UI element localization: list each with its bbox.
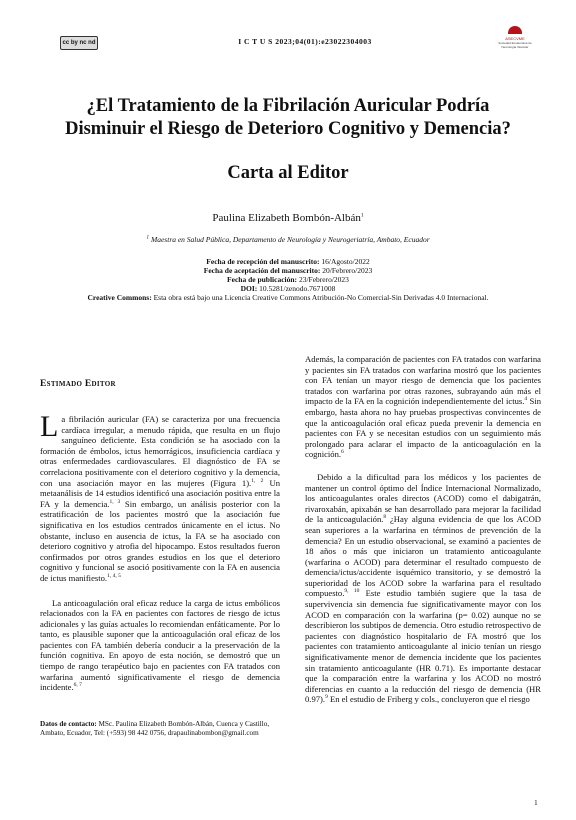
left-column bbox=[40, 410, 281, 693]
journal-header: I C T U S 2023;04(01):e23022304003 bbox=[238, 37, 372, 46]
affiliation bbox=[40, 235, 536, 244]
author-name: Paulina Elizabeth Bombón-Albán bbox=[212, 212, 361, 224]
meta-received: Fecha de recepción del manuscrito: 16/Agosto/2022 bbox=[206, 257, 370, 266]
paragraph: La fibrilación auricular (FA) se caracteriza por una frecuencia cardíaca irregular, a menudo rápida, que resulta en un flujo sanguíneo deficiente. Esta condición se ha asociado con la formación de émbolos, ictus hemorrágicos, insuficiencia cardíaca y otras enfermedades cardiovasculares. El diagnóstico de FA se correlaciona positivamente con el deterioro cognitivo y la demencia, con una asociación mayor en las mujeres (Figura 1).$^{1, 2}$ Un metaanálisis de 14 estudios identificó una asociación positiva entre la FA y la demencia.$^{1, 3}$ Sin embargo, un análisis posterior con la estratificación de los pacientes mostró que la asociación fue significativa en los estudios centrados únicamente en el ictus. No obstante, incluso en ausencia de ictus, la FA se ha asociado con deterioro cognitivo y atrofia del hipocampo. Estos resultados fueron confirmados por otros grandes estudios en los que el deterioro cognitivo y funcional se asoció positivamente con la FA en ausencia de ictus manifiesto.$^{1, 4, 5}$ bbox=[40, 410, 281, 583]
title-line-1: ¿El Tratamiento de la Fibrilación Auricular Podría bbox=[86, 96, 490, 116]
meta-license: Creative Commons: Esta obra está bajo una Licencia Creative Commons Atribución-No Comercial-Sin Derivadas 4.0 Internacional. bbox=[87, 293, 489, 302]
logo-text: ASECVME bbox=[505, 36, 525, 41]
affiliation-sup: 1 bbox=[146, 234, 150, 241]
paragraph: Debido a la dificultad para los médicos y los pacientes de mantener un control óptimo del Índice Internacional Normalizado, los anticoagulantes orales directos (ACOD) como el dabigatrán, rivaroxabán, apixabán se han desarrollado para mejorar la facilidad de la anticoagulación.$^8$ ¿Hay alguna evidencia de que los ACOD sean superiores a la warfarina en términos de prevención de la demencia? En un estudio observacional, se examinó a pacientes de 18 años o más que iniciaron un tratamiento anticoagulante (warfarina o ACOD) para determinar el resultado compuesto de demencia/ictus/accidente isquémico transitorio, y se demostró la superioridad de los ACOD sobre la warfarina para el resultado compuesto.$^{9, 10}$ Este estudio también sugiere que la tasa de supervivencia sin demencia fue significativamente mayor con los ACOD en comparación con la warfarina (p= 0.02) aunque no se describieron los subtipos de demencia. Otro estudio retrospectivo de pacientes con diagnóstico hospitalario de FA mostró que los pacientes con tratamiento anticoagulante al inicio tenían un riesgo significativamente menor de demencia incidente que los pacientes sin tratamiento anticoagulante (HR 0.71). Es importante destacar que la comparación entre la warfarina y los ACOD no mostró diferencias en cuanto a la reducción del riesgo de demencia (HR 0.97).$^9$ En el estudio de Friberg y cols., concluyeron que el riesgo bbox=[305, 471, 542, 705]
section-heading: Estimado Editor bbox=[40, 379, 116, 389]
right-column bbox=[305, 354, 541, 705]
contact-info: Datos de contacto: MSc. Paulina Elizabeth Bombón-Albán, Cuenca y Castillo, Ambato, Ecuador, Tel: (+593) 98 442 0756, drapaulinabombon@gmail.com bbox=[40, 720, 270, 738]
author-sup: 1 bbox=[360, 212, 364, 219]
journal-logo bbox=[495, 26, 535, 56]
paragraph: Además, la comparación de pacientes con FA tratados con warfarina y pacientes sin FA tratados con warfarina mostró que los pacientes con FA tenían un mayor riesgo de demencia que los pacientes tratados con warfarina por otras razones, subrayando aún más el impacto de la FA en la cognición independientemente del ictus.$^4$ Sin embargo, hasta ahora no hay pruebas prospectivas convincentes de que la anticoagulación oral eficaz pueda prevenir la demencia en pacientes con FA y se necesitan estudios con un seguimiento más prolongado para aclarar el impacto de la anticoagulación en la cognición.$^6$ bbox=[305, 354, 541, 460]
meta-accepted: Fecha de aceptación del manuscrito: 20/Febrero/2023 bbox=[203, 266, 373, 275]
author-line bbox=[40, 212, 536, 224]
logo-icon bbox=[508, 26, 522, 34]
meta-published: Fecha de publicación: 23/Febrero/2023 bbox=[227, 275, 349, 284]
affiliation-text: Maestra en Salud Pública, Departamento de Neurología y Neurogeriatría, Ambato, Ecuador bbox=[150, 235, 430, 244]
article-title bbox=[40, 95, 536, 141]
creative-commons-badge bbox=[60, 36, 98, 50]
drop-cap: L bbox=[40, 410, 59, 443]
article-type: Carta al Editor bbox=[227, 163, 349, 183]
meta-doi[interactable]: DOI: 10.5281/zenodo.7671008 bbox=[240, 284, 336, 293]
title-line-2: Disminuir el Riesgo de Deterioro Cognitivo y Demencia? bbox=[65, 119, 511, 139]
article-metadata bbox=[80, 257, 496, 302]
page-number: 1 bbox=[534, 798, 538, 807]
cc-icon: cc by nc nd bbox=[62, 40, 96, 46]
logo-subtext: Sociedad Ecuatoriana de Neurología Vascular bbox=[498, 41, 532, 49]
paragraph: La anticoagulación oral eficaz reduce la carga de ictus embólicos relacionados con la FA en pacientes con factores de riesgo de ictus adicionales y las guías actuales lo recomiendan enfáticamente. Por lo tanto, es plausible suponer que la anticoagulación oral eficaz de los pacientes con FA también debería conducir a la preservación de la función cognitiva. En apoyo de esta noción, se demostró que un tiempo de rango terapéutico bajo en pacientes con FA tratados con warfarina aumentó significativamente el riesgo de demencia incidente.$^{6, 7}$ bbox=[40, 597, 280, 693]
